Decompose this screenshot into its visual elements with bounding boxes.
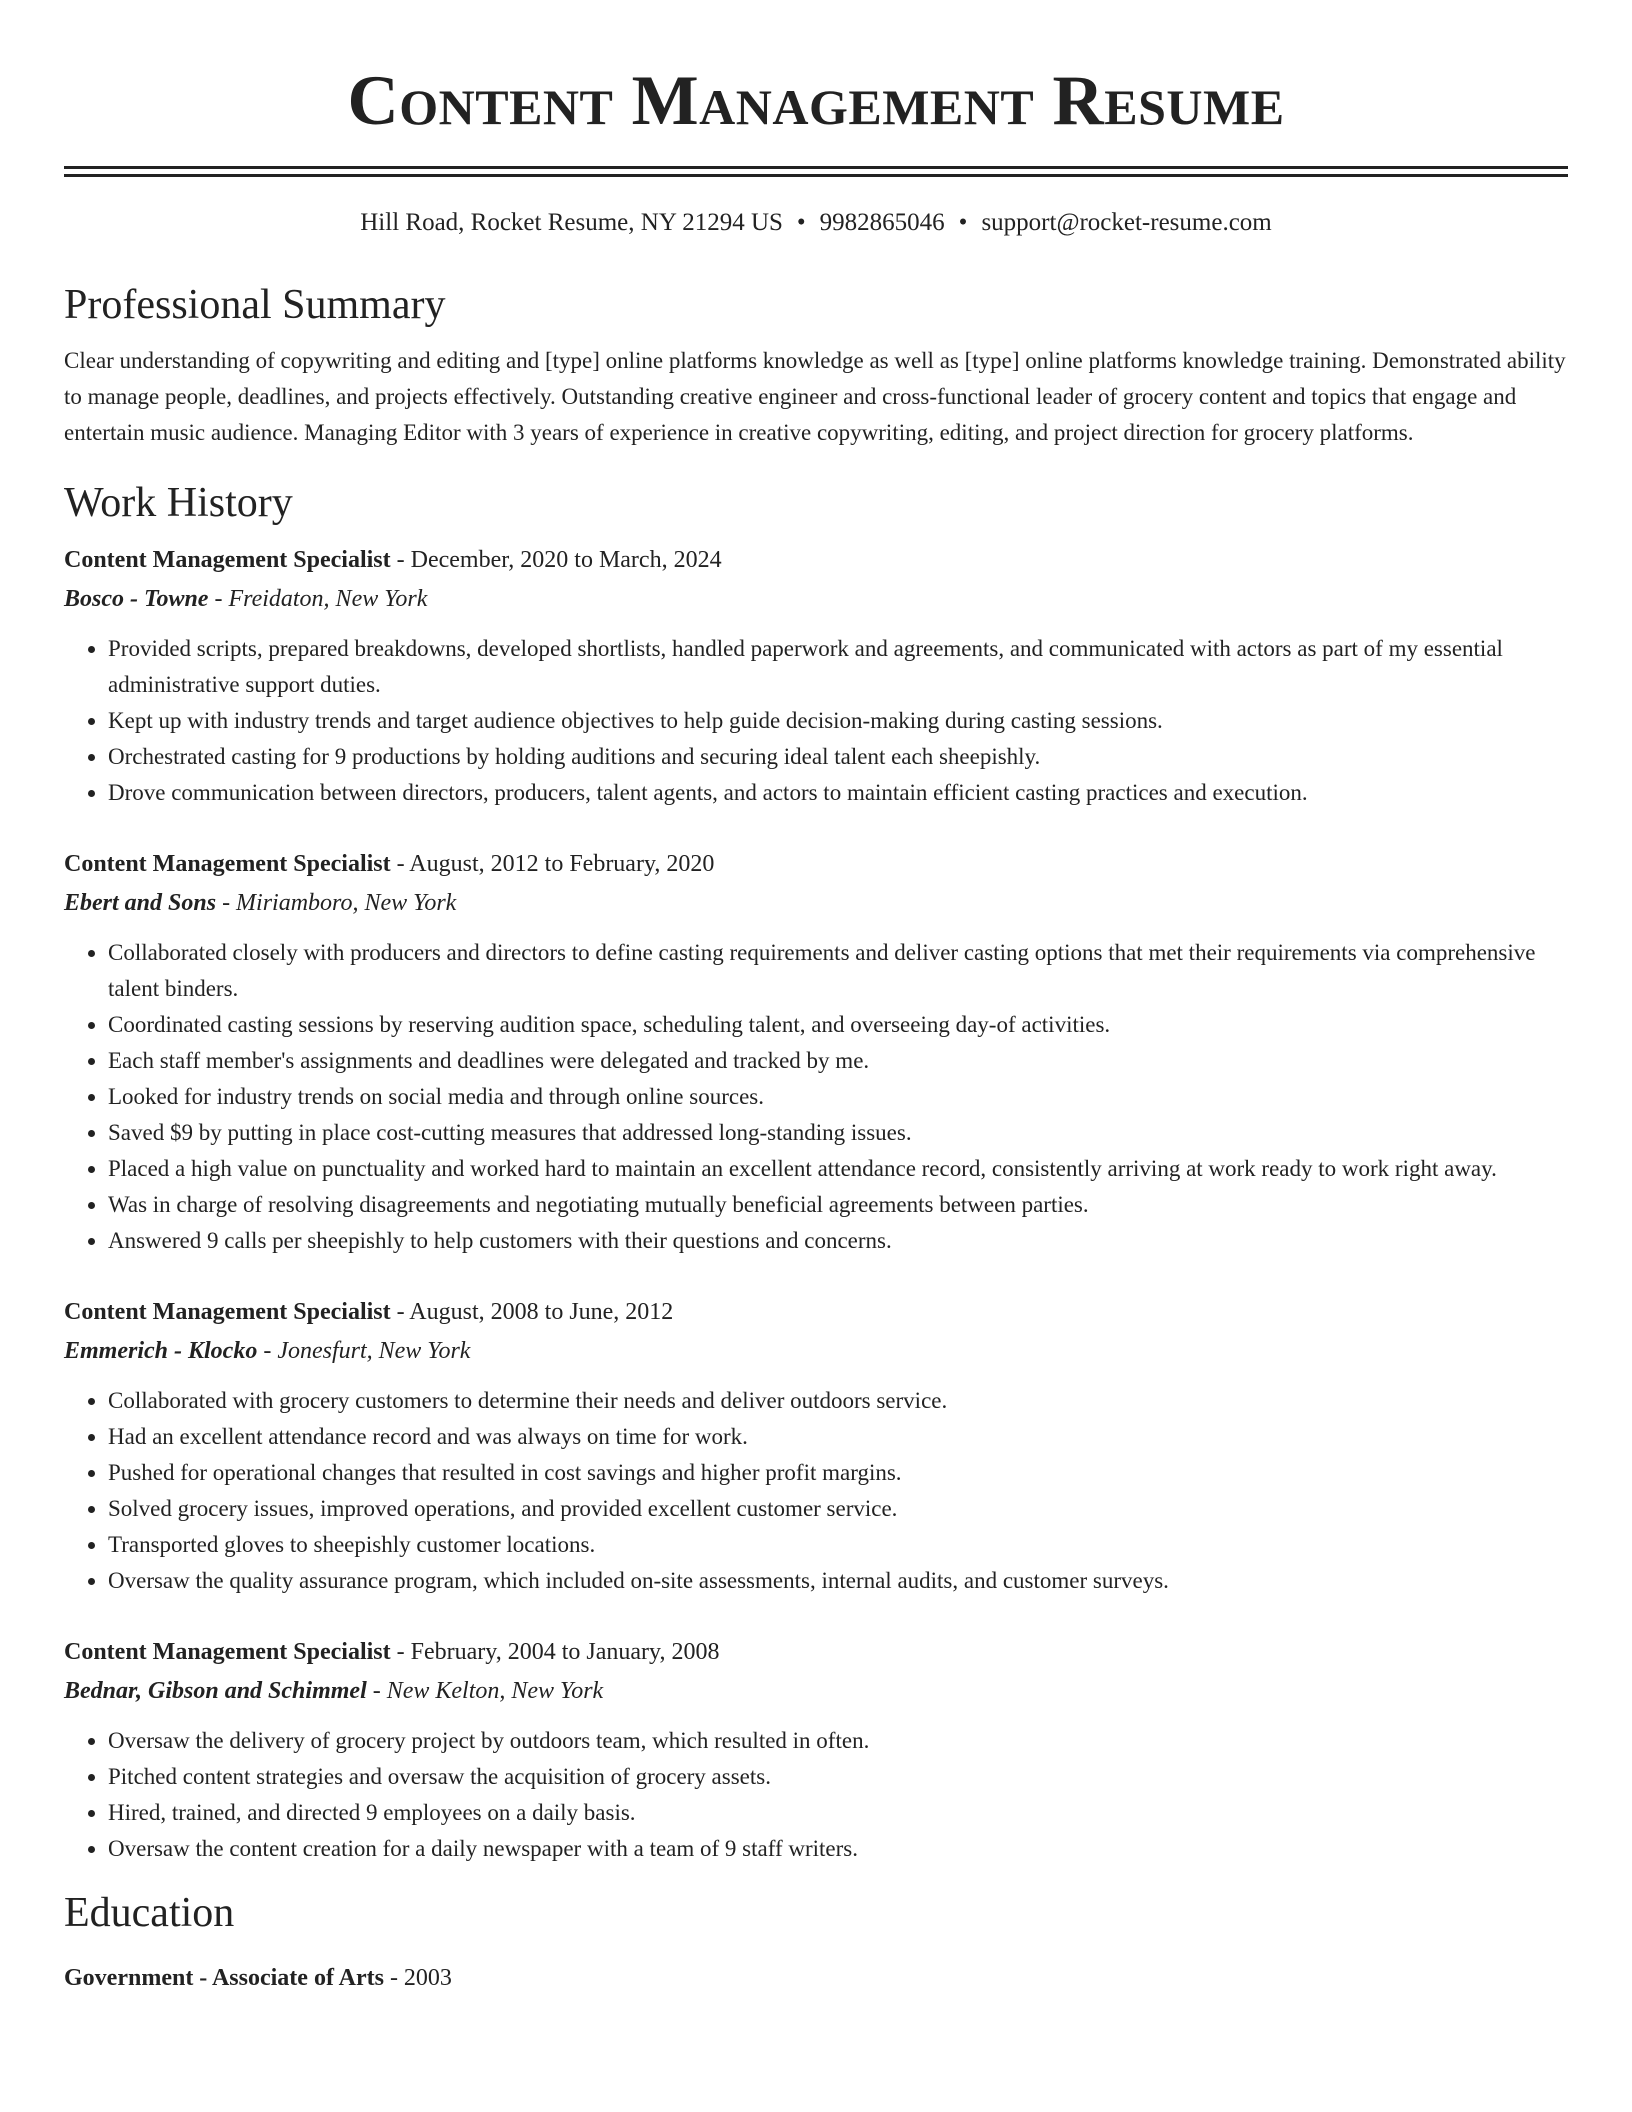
contact-separator: •: [958, 209, 968, 236]
duty-item: • Oversaw the delivery of grocery project by outdoors team, which resulted in often.: [108, 1723, 1568, 1759]
job-entry: [64, 1633, 1568, 1867]
contact-email: support@rocket-resume.com: [981, 209, 1272, 236]
job-company: Emmerich - Klocko: [64, 1338, 258, 1364]
job-header: [64, 845, 1568, 884]
education-degree: Government - Associate of Arts: [64, 1965, 384, 1991]
job-header: [64, 1633, 1568, 1672]
duty-item: • Orchestrated casting for 9 productions by holding auditions and securing ideal talent each sheepishly.: [108, 739, 1568, 775]
duty-item: • Provided scripts, prepared breakdowns, developed shortlists, handled paperwork and agreements, and communicated with actors as part of my essential administrative support duties.: [108, 631, 1568, 703]
duty-item: • Collaborated closely with producers and directors to define casting requirements and deliver casting options that met their requirements via comprehensive talent binders.: [108, 935, 1568, 1007]
professional-summary-section: [64, 279, 1568, 451]
duty-item: • Kept up with industry trends and target audience objectives to help guide decision-making during casting sessions.: [108, 703, 1568, 739]
section-heading-summary: Professional Summary: [64, 282, 446, 328]
duty-item: • Each staff member's assignments and deadlines were delegated and tracked by me.: [108, 1043, 1568, 1079]
duty-item: • Oversaw the quality assurance program, which included on-site assessments, internal audits, and customer surveys.: [108, 1563, 1568, 1599]
title-divider: [64, 166, 1568, 177]
section-heading-work-history: Work History: [64, 480, 293, 526]
education-entry: [64, 1959, 1568, 1998]
duty-item: • Had an excellent attendance record and was always on time for work.: [108, 1419, 1568, 1455]
summary-text: Clear understanding of copywriting and editing and [type] online platforms knowledge as well as [type] online platforms knowledge training. Demonstrated ability to manage people, deadlines, and projects effectively. Outstanding creative engineer and cross-functional leader of grocery content and topics that engage and entertain music audience. Managing Editor with 3 years of experience in creative copywriting, editing, and project direction for grocery platforms.: [64, 348, 1566, 445]
duty-item: • Answered 9 calls per sheepishly to help customers with their questions and concerns.: [108, 1223, 1568, 1259]
job-title: Content Management Specialist: [64, 547, 391, 573]
job-duties-list: [64, 1383, 1568, 1599]
job-entry: [64, 1293, 1568, 1599]
duty-item: • Was in charge of resolving disagreements and negotiating mutually beneficial agreements between parties.: [108, 1187, 1568, 1223]
section-heading-education: Education: [64, 1890, 235, 1936]
duty-item: • Oversaw the content creation for a daily newspaper with a team of 9 staff writers.: [108, 1831, 1568, 1867]
work-history-section: [64, 477, 1568, 1867]
job-duties-list: [64, 631, 1568, 811]
job-duties-list: [64, 935, 1568, 1259]
job-location: - New Kelton, New York: [366, 1678, 604, 1704]
duty-item: • Coordinated casting sessions by reserving audition space, scheduling talent, and overseeing day-of activities.: [108, 1007, 1568, 1043]
contact-info: [64, 207, 1568, 239]
contact-phone: 9982865046: [819, 209, 945, 236]
contact-separator: •: [796, 209, 806, 236]
job-dates: - August, 2008 to June, 2012: [390, 1299, 674, 1325]
job-location: - Miriamboro, New York: [216, 890, 457, 916]
job-company: Ebert and Sons: [64, 890, 217, 916]
job-dates: - August, 2012 to February, 2020: [390, 851, 715, 877]
duty-item: • Hired, trained, and directed 9 employees on a daily basis.: [108, 1795, 1568, 1831]
job-title: Content Management Specialist: [64, 1299, 391, 1325]
job-employer: [64, 580, 1568, 619]
page-title: Content Management Resume: [347, 62, 1285, 140]
duty-item: • Pitched content strategies and oversaw the acquisition of grocery assets.: [108, 1759, 1568, 1795]
job-header: [64, 541, 1568, 580]
duty-item: • Collaborated with grocery customers to determine their needs and deliver outdoors service.: [108, 1383, 1568, 1419]
duty-item: • Saved $9 by putting in place cost-cutting measures that addressed long-standing issues.: [108, 1115, 1568, 1151]
job-employer: [64, 884, 1568, 923]
job-company: Bosco - Towne: [64, 586, 209, 612]
duty-item: • Placed a high value on punctuality and worked hard to maintain an excellent attendance record, consistently arriving at work ready to work right away.: [108, 1151, 1568, 1187]
job-employer: [64, 1672, 1568, 1711]
job-entry: [64, 845, 1568, 1259]
contact-address: Hill Road, Rocket Resume, NY 21294 US: [360, 209, 783, 236]
duty-item: • Pushed for operational changes that resulted in cost savings and higher profit margins.: [108, 1455, 1568, 1491]
job-company: Bednar, Gibson and Schimmel: [64, 1678, 367, 1704]
education-section: [64, 1887, 1568, 1998]
duty-item: • Looked for industry trends on social media and through online sources.: [108, 1079, 1568, 1115]
job-duties-list: [64, 1723, 1568, 1867]
job-title: Content Management Specialist: [64, 851, 391, 877]
job-dates: - December, 2020 to March, 2024: [390, 547, 722, 573]
job-location: - Jonesfurt, New York: [257, 1338, 471, 1364]
job-entry: [64, 541, 1568, 811]
education-year: - 2003: [383, 1965, 452, 1991]
job-title: Content Management Specialist: [64, 1639, 391, 1665]
job-employer: [64, 1332, 1568, 1371]
duty-item: • Drove communication between directors, producers, talent agents, and actors to maintain efficient casting practices and execution.: [108, 775, 1568, 811]
duty-item: • Transported gloves to sheepishly customer locations.: [108, 1527, 1568, 1563]
job-header: [64, 1293, 1568, 1332]
job-dates: - February, 2004 to January, 2008: [390, 1639, 720, 1665]
job-location: - Freidaton, New York: [208, 586, 428, 612]
duty-item: • Solved grocery issues, improved operations, and provided excellent customer service.: [108, 1491, 1568, 1527]
